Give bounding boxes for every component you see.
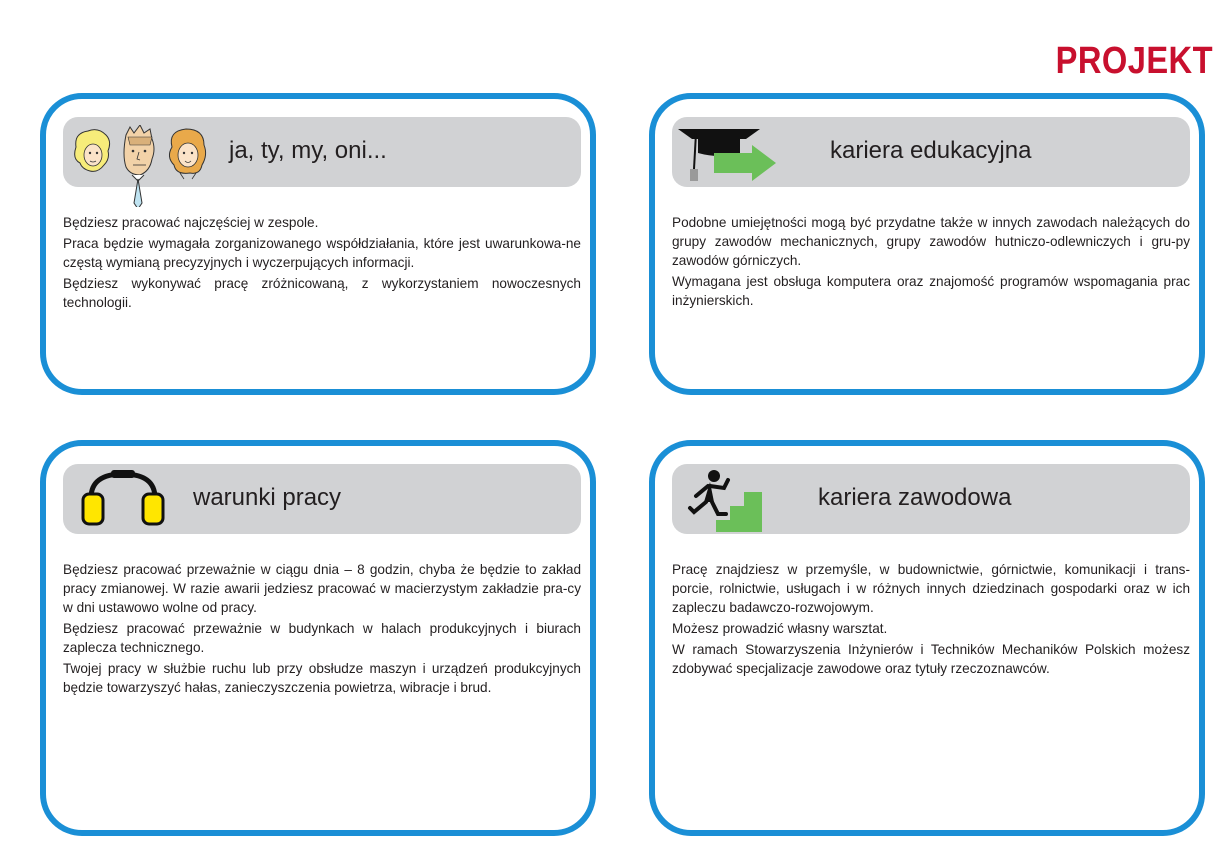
card-professional-career xyxy=(649,440,1205,836)
card-body xyxy=(63,213,581,314)
paragraph: Wymagana jest obsługa komputera oraz znajomość programów wspomagania prac inżynierskich. xyxy=(672,274,1190,308)
card-education-career xyxy=(649,93,1205,395)
brand-title: PROJEKT xyxy=(1055,40,1213,82)
paragraph: Podobne umiejętności mogą być przydatne także w innych zawodach należących do grupy zawodów mechanicznych, grupy zawodów hutniczo-odlewniczych i gru-py zawodów górniczych. xyxy=(672,215,1190,268)
ear-protection-icon xyxy=(81,468,165,526)
card-title: kariera edukacyjna xyxy=(830,137,1032,164)
card-body xyxy=(672,213,1190,312)
paragraph: Możesz prowadzić własny warsztat. xyxy=(672,621,888,636)
card-teamwork xyxy=(40,93,596,395)
paragraph: Twojej pracy w służbie ruchu lub przy obsłudze maszyn i urządzeń produkcyjnych będzie towarzyszyć hałas, zanieczyszczenia powietrza, wibracje i brud. xyxy=(63,661,581,695)
paragraph: Pracę znajdziesz w przemyśle, w budownictwie, górnictwie, komunikacji i trans-porcie, rolnictwie, usługach i w różnych innych dziedzinach gospodarki oraz w ich zapleczu badawczo-rozwojowym. xyxy=(672,562,1190,615)
card-title: warunki pracy xyxy=(193,484,342,511)
card-header xyxy=(672,464,1190,534)
card-title: ja, ty, my, oni... xyxy=(229,137,387,164)
card-body xyxy=(672,560,1190,680)
card-header xyxy=(63,117,581,187)
card-header xyxy=(63,464,581,534)
paragraph: Praca będzie wymagała zorganizowanego współdziałania, które jest uwarunkowa-ne częstą wymianą precyzyjnych i wyczerpujących informacji. xyxy=(63,236,581,270)
card-work-conditions xyxy=(40,440,596,836)
card-title: kariera zawodowa xyxy=(818,484,1012,511)
card-header xyxy=(672,117,1190,187)
card-body xyxy=(63,560,581,699)
paragraph: W ramach Stowarzyszenia Inżynierów i Techników Mechaników Polskich możesz zdobywać specjalizacje zawodowe oraz tytuły rzeczoznawców. xyxy=(672,642,1190,676)
paragraph: Będziesz pracować najczęściej w zespole. xyxy=(63,215,319,230)
paragraph: Będziesz pracować przeważnie w ciągu dnia – 8 godzin, chyba że będzie to zakład pracy zmianowej. W razie awarii jedziesz pracować w macierzystym zakładzie pra-cy w dni ustawowo wolne od pracy. xyxy=(63,562,581,615)
paragraph: Będziesz wykonywać pracę zróżnicowaną, z wykorzystaniem nowoczesnych technologii. xyxy=(63,276,581,310)
paragraph: Będziesz pracować przeważnie w budynkach w halach produkcyjnych i biurach zaplecza technicznego. xyxy=(63,621,581,655)
graduation-cap-arrow-icon xyxy=(676,123,780,185)
people-icon xyxy=(70,125,222,207)
career-stairs-icon xyxy=(686,468,766,532)
